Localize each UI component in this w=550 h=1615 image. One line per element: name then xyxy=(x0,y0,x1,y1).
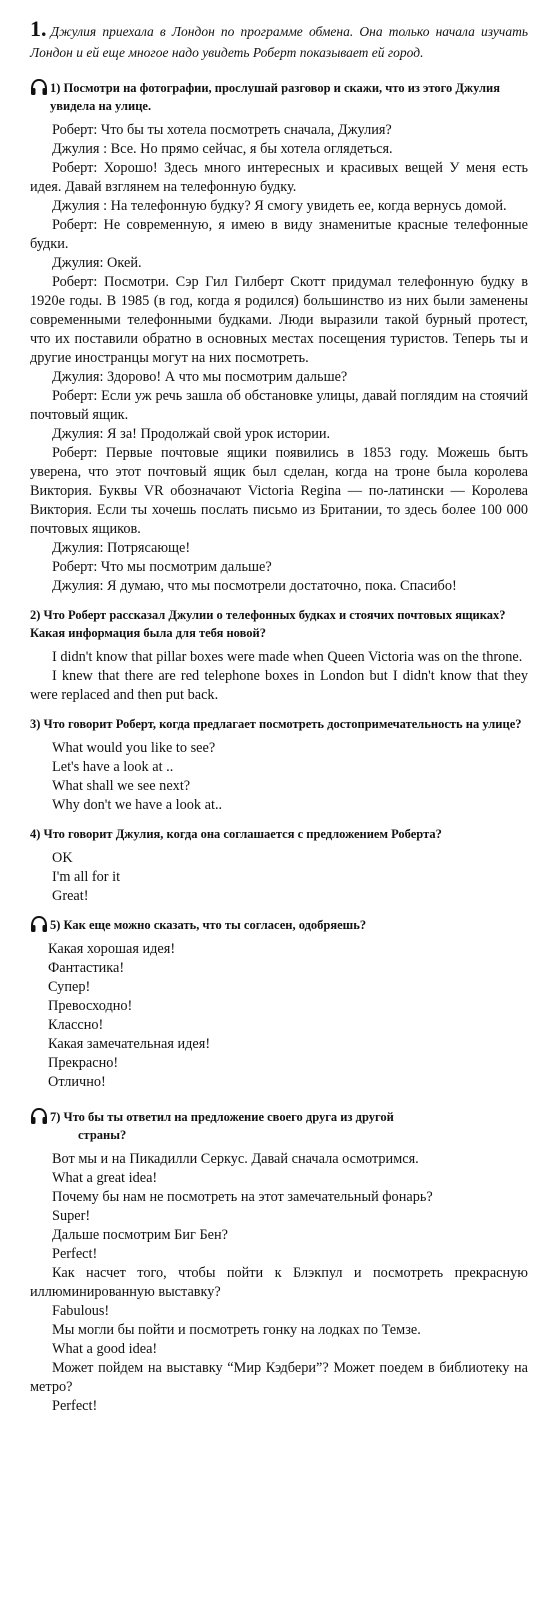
dialogue-line: Джулия: Я думаю, что мы посмотрели достаточно, пока. Спасибо! xyxy=(52,578,457,594)
dialogue-line: Джулия : Все. Но прямо сейчас, я бы хотела оглядеться. xyxy=(52,141,393,157)
dialogue-line: Мы могли бы пойти и посмотреть гонку на лодках по Темзе. xyxy=(52,1322,421,1338)
question-7-title: 7) Что бы ты ответил на предложение своего друга из другой страны? xyxy=(30,1108,528,1144)
headphones-icon xyxy=(30,79,48,96)
answer-line: Great! xyxy=(52,888,89,904)
dialogue-line: What a good idea! xyxy=(52,1341,158,1357)
answer-line: OK xyxy=(52,850,73,866)
dialogue-line: Джулия: Я за! Продолжай свой урок истории. xyxy=(52,426,331,442)
dialogue-line: Роберт: Первые почтовые ящики появились в 1853 году. Можешь быть уверена, что этот почтовый ящик был сделан, когда на троне была королева Виктория. Буквы VR обозначают Victoria Regina — по-латински — Королева Виктория. Если ты хочешь послать письмо из Британии, то здесь более 100 000 почтовых ящиков. xyxy=(30,445,528,537)
dialogue-line: Джулия: Окей. xyxy=(52,255,142,271)
dialogue-line: Джулия: Здорово! А что мы посмотрим дальше? xyxy=(52,369,348,385)
dialogue-line: Роберт: Посмотри. Сэр Гил Гилберт Скотт придумал телефонную будку в 1920е годы. В 1985 (в год, когда я родился) большинство из них были заменены современными телефонными будками. Люди выразили такой бурный протест, что их поставили обратно в основных местах посещения туристов. Теперь ты и другие иностранцы могут на них посмотреть. xyxy=(30,274,528,366)
question-3-title: 3) Что говорит Роберт, когда предлагает посмотреть достопримечательность на улице? xyxy=(30,717,522,731)
dialogue-line: Может пойдем на выставку “Мир Кэдбери”? Может поедем в библиотеку на метро? xyxy=(30,1360,528,1395)
dialogue-line: What a great idea! xyxy=(52,1170,158,1186)
answer-line: Какая хорошая идея! xyxy=(48,941,176,957)
answer-line: Отлично! xyxy=(48,1074,106,1090)
exercise-intro-text: Джулия приехала в Лондон по программе обмена. Она только начала изучать Лондон и ей еще многое надо увидеть Роберт показывает ей город. xyxy=(30,24,528,60)
exercise-number: 1. xyxy=(30,16,47,41)
dialogue-line: Вот мы и на Пикадилли Серкус. Давай сначала осмотримся. xyxy=(52,1151,419,1167)
dialogue-line: Роберт: Что мы посмотрим дальше? xyxy=(52,559,272,575)
question-5-title: 5) Как еще можно сказать, что ты согласен, одобряешь? xyxy=(30,916,528,934)
answer-line: I knew that there are red telephone boxes in London but I didn't know that they were replaced and then put back. xyxy=(30,668,528,703)
question-1-title: 1) Посмотри на фотографии, прослушай разговор и скажи, что из этого Джулия увидела на улице. xyxy=(30,79,528,115)
dialogue-line: Джулия : На телефонную будку? Я смогу увидеть ее, когда вернусь домой. xyxy=(52,198,507,214)
dialogue-line: Perfect! xyxy=(52,1246,98,1262)
dialogue-line: Почему бы нам не посмотреть на этот замечательный фонарь? xyxy=(52,1189,433,1205)
headphones-icon xyxy=(30,916,48,933)
answer-line: Какая замечательная идея! xyxy=(48,1036,211,1052)
dialogue-line: Роберт: Что бы ты хотела посмотреть сначала, Джулия? xyxy=(52,122,392,138)
answer-line: I'm all for it xyxy=(52,869,121,885)
answer-line: What would you like to see? xyxy=(52,740,216,756)
dialogue-line: Fabulous! xyxy=(52,1303,110,1319)
exercise-intro xyxy=(30,18,528,63)
dialogue-line: Роберт: Хорошо! Здесь много интересных и красивых вещей У меня есть идея. Давай взглянем на телефонную будку. xyxy=(30,160,528,195)
answer-line: Прекрасно! xyxy=(48,1055,119,1071)
answer-line: Why don't we have a look at.. xyxy=(52,797,223,813)
answer-line: Let's have a look at .. xyxy=(52,759,174,775)
answer-line: Фантастика! xyxy=(48,960,125,976)
dialogue-line: Роберт: Если уж речь зашла об обстановке улицы, давай поглядим на стоячий почтовый ящик. xyxy=(30,388,528,423)
answer-line: Превосходно! xyxy=(48,998,133,1014)
question-4-title: 4) Что говорит Джулия, когда она соглашается с предложением Роберта? xyxy=(30,827,442,841)
dialogue-line: Super! xyxy=(52,1208,91,1224)
dialogue-line: Роберт: Не современную, я имею в виду знаменитые красные телефонные будки. xyxy=(30,217,528,252)
dialogue-line: Perfect! xyxy=(52,1398,98,1414)
answer-line: I didn't know that pillar boxes were made when Queen Victoria was on the throne. xyxy=(52,649,523,665)
dialogue-line: Как насчет того, чтобы пойти к Блэкпул и посмотреть прекрасную иллюминированную выставку? xyxy=(30,1265,528,1300)
answer-line: What shall we see next? xyxy=(52,778,191,794)
dialogue-line: Джулия: Потрясающе! xyxy=(52,540,191,556)
headphones-icon xyxy=(30,1108,48,1125)
answer-line: Классно! xyxy=(48,1017,104,1033)
dialogue-line: Дальше посмотрим Биг Бен? xyxy=(52,1227,229,1243)
question-2-title: 2) Что Роберт рассказал Джулии о телефонных будках и стоячих почтовых ящиках? Какая информация была для тебя новой? xyxy=(30,608,506,640)
answer-line: Супер! xyxy=(48,979,91,995)
